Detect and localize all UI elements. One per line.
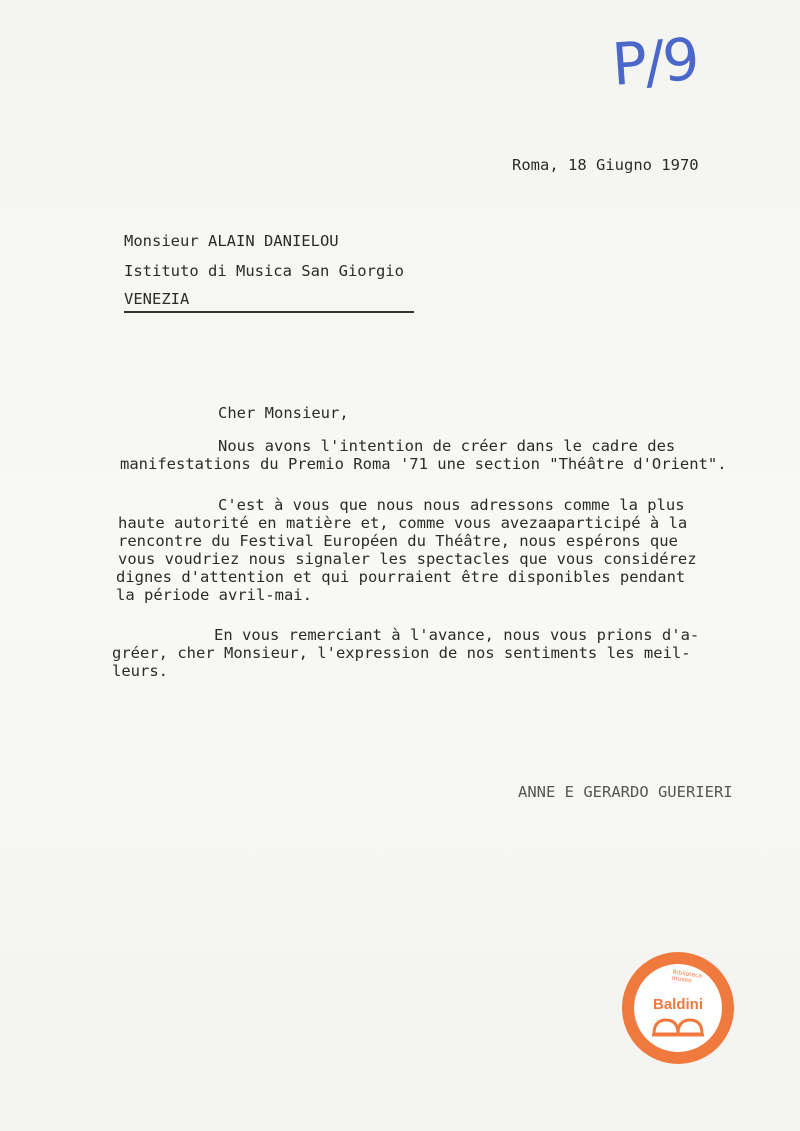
paragraph-3-line: leurs.	[112, 662, 168, 680]
stamp-brand: Baldini	[652, 996, 703, 1013]
handwritten-annotation: P/9	[609, 25, 700, 99]
paragraph-2-line: C'est à vous que nous nous adressons comme la plus	[218, 496, 685, 514]
salutation: Cher Monsieur,	[218, 404, 349, 422]
stamp-small-text: Biblioteca museo	[671, 968, 703, 985]
paragraph-2-line: rencontre du Festival Européen du Théâtre, nous espérons que	[118, 532, 678, 550]
paragraph-2-line: haute autorité en matière et, comme vous avezaaparticipé à la	[118, 514, 688, 532]
paragraph-3-line: En vous remerciant à l'avance, nous vous prions d'a-	[214, 626, 700, 644]
paragraph-1-line: manifestations du Premio Roma '71 une section "Théâtre d'Orient".	[120, 455, 727, 473]
recipient-institution: Istituto di Musica San Giorgio	[124, 262, 404, 280]
paragraph-2-line: dignes d'attention et qui pourraient être disponibles pendant	[116, 568, 686, 586]
address-underline	[124, 311, 414, 313]
paragraph-1-line: Nous avons l'intention de créer dans le cadre des	[218, 437, 676, 455]
recipient-city: VENEZIA	[124, 290, 190, 308]
paragraph-2-line: vous voudriez nous signaler les spectacles que vous considérez	[118, 550, 697, 568]
open-book-icon	[650, 1016, 706, 1038]
recipient-name: Monsieur ALAIN DANIELOU	[124, 232, 339, 250]
signature: ANNE E GERARDO GUERIERI	[518, 783, 733, 801]
paragraph-3-line: gréer, cher Monsieur, l'expression de nos sentiments les meil-	[112, 644, 691, 662]
library-stamp	[622, 952, 734, 1064]
paragraph-2-line: la période avril-mai.	[116, 586, 312, 604]
letter-date: Roma, 18 Giugno 1970	[512, 156, 699, 174]
